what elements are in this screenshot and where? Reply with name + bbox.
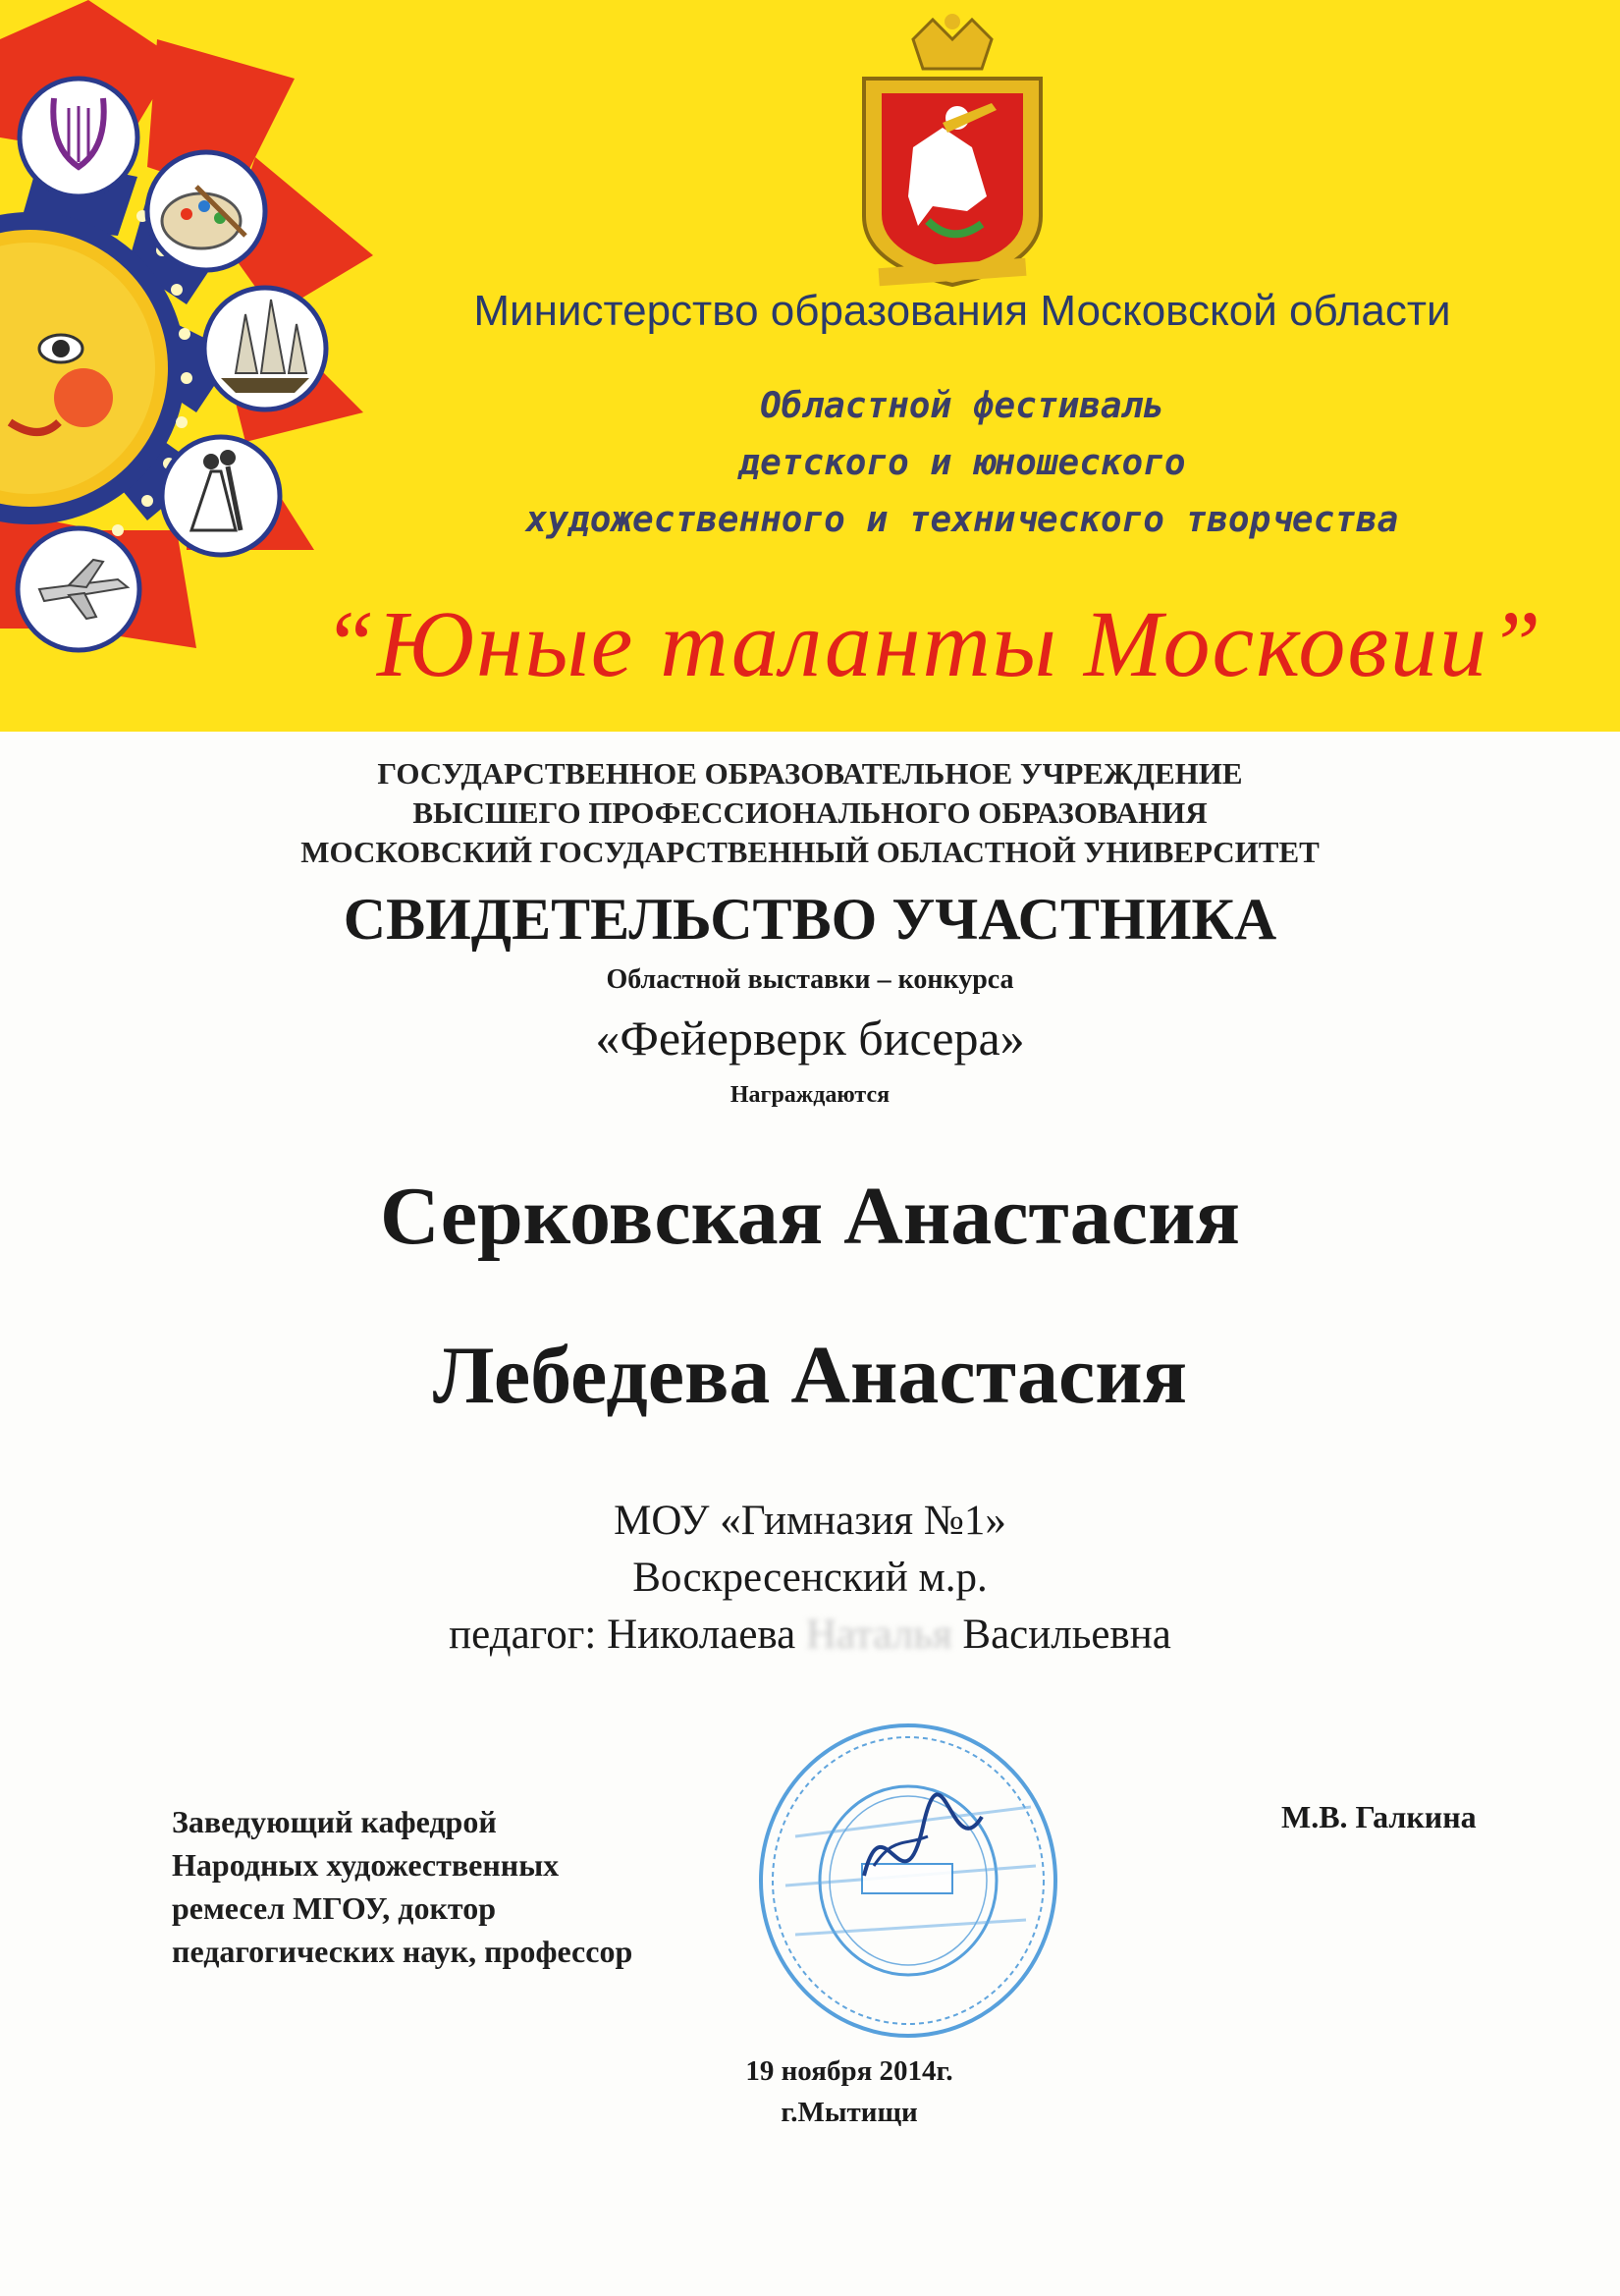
institution-name — [0, 754, 1620, 872]
official-seal-icon — [756, 1719, 1060, 2043]
awardee-name: Лебедева Анастасия — [432, 1330, 1188, 1421]
dancers-icon — [162, 437, 280, 555]
institution-line: ГОСУДАРСТВЕННОЕ ОБРАЗОВАТЕЛЬНОЕ УЧРЕЖДЕНИЕ — [377, 756, 1243, 791]
institution-line: МОСКОВСКИЙ ГОСУДАРСТВЕННЫЙ ОБЛАСТНОЙ УНИВЕРСИТЕТ — [300, 835, 1320, 869]
festival-name — [373, 378, 1551, 549]
header-banner — [0, 0, 1620, 732]
festival-line: детского и юношеского — [738, 443, 1186, 483]
teacher-prefix: педагог: Николаева — [449, 1612, 796, 1658]
airplane-icon — [18, 528, 139, 650]
position-line: Народных художественных — [172, 1847, 560, 1883]
position-line: Заведующий кафедрой — [172, 1804, 497, 1839]
palette-icon — [147, 152, 265, 270]
ministry-title: Министерство образования Московской области — [473, 287, 1451, 335]
school-name: МОУ «Гимназия №1» — [614, 1498, 1006, 1544]
awarded-label: Награждаются — [729, 1082, 891, 1108]
position-line: педагогических наук, профессор — [172, 1934, 633, 1969]
teacher-hidden-name: Наталья — [805, 1612, 952, 1658]
festival-line: Областной фестиваль — [760, 386, 1164, 426]
event-name: «Фейерверк бисера» — [595, 1011, 1025, 1066]
lyre-icon — [20, 79, 137, 196]
event-type: Областной выставки – конкурса — [606, 964, 1014, 995]
institution-line: ВЫСШЕГО ПРОФЕССИОНАЛЬНОГО ОБРАЗОВАНИЯ — [412, 795, 1208, 830]
issue-city: г.Мытищи — [781, 2097, 918, 2128]
ship-icon — [204, 288, 326, 410]
issue-date-place — [0, 2050, 1620, 2133]
issue-date: 19 ноября 2014г. — [745, 2055, 953, 2087]
coat-of-arms-icon — [864, 14, 1041, 286]
position-line: ремесел МГОУ, доктор — [172, 1890, 496, 1926]
school-district: Воскресенский м.р. — [632, 1555, 988, 1601]
festival-slogan: “Юные таланты Московии” — [322, 591, 1543, 696]
teacher-suffix: Васильевна — [962, 1612, 1171, 1658]
certificate-title: СВИДЕТЕЛЬСТВО УЧАСТНИКА — [343, 887, 1277, 952]
teacher-line — [0, 1607, 1620, 1664]
festival-line: художественного и технического творчества — [525, 500, 1399, 540]
awardee-name: Серковская Анастасия — [380, 1171, 1240, 1262]
signer-name: М.В. Галкина — [1281, 1799, 1477, 1834]
signer-position — [172, 1800, 632, 1973]
